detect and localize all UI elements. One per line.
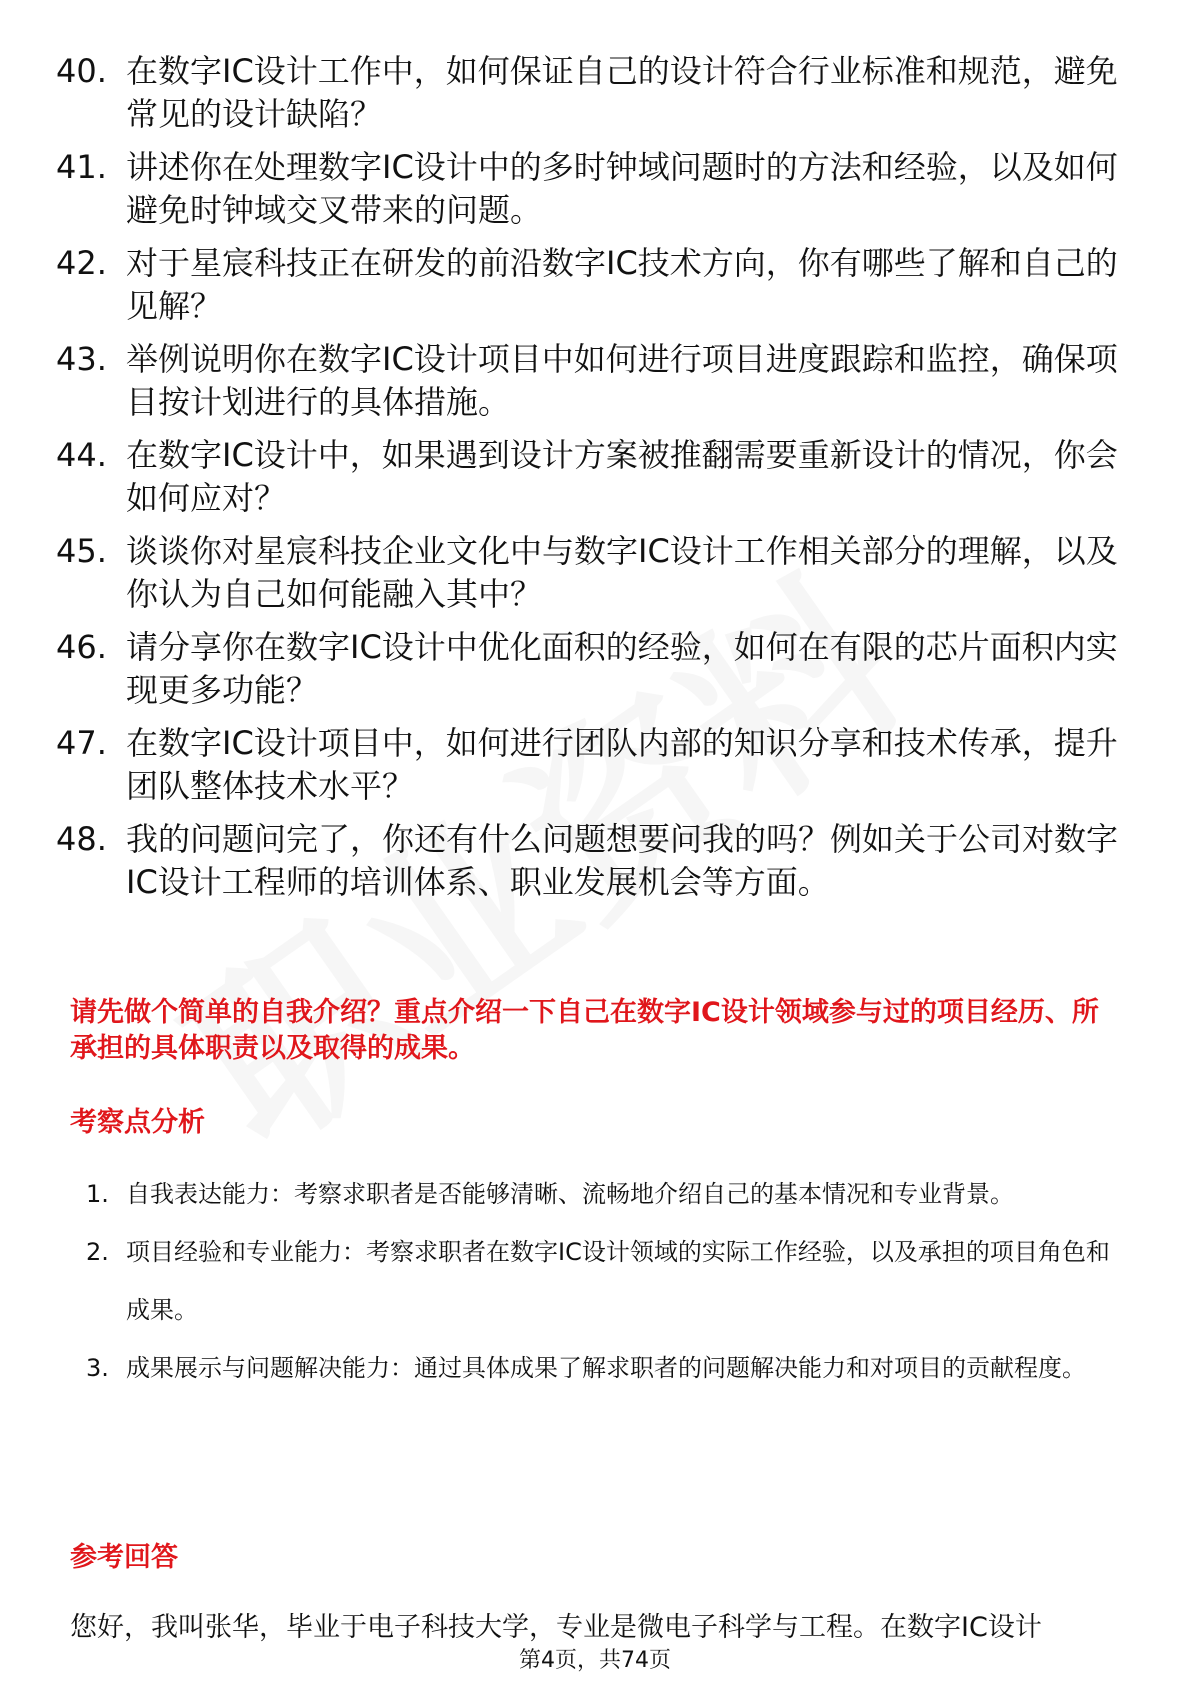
question-list: [56, 50, 1136, 914]
question-number: 43.: [56, 340, 107, 378]
highlight-question: 请先做个简单的自我介绍？重点介绍一下自己在数字IC设计领域参与过的项目经历、所承担的具体职责以及取得的成果。: [70, 997, 1099, 1064]
analysis-number: 2.: [86, 1238, 109, 1266]
analysis-text: 成果展示与问题解决能力：通过具体成果了解求职者的问题解决能力和对项目的贡献程度。: [126, 1354, 1086, 1382]
question-item: [56, 722, 1136, 808]
question-number: 47.: [56, 724, 107, 762]
question-text: 谈谈你对星宸科技企业文化中与数字IC设计工作相关部分的理解，以及你认为自己如何能融入其中？: [126, 532, 1118, 613]
question-item: [56, 242, 1136, 328]
question-item: [56, 338, 1136, 424]
analysis-text: 自我表达能力：考察求职者是否能够清晰、流畅地介绍自己的基本情况和专业背景。: [126, 1180, 1014, 1208]
analysis-item: [86, 1165, 1126, 1223]
question-number: 42.: [56, 244, 107, 282]
question-number: 40.: [56, 52, 107, 90]
question-text: 讲述你在处理数字IC设计中的多时钟域问题时的方法和经验，以及如何避免时钟域交叉带来的问题。: [126, 148, 1118, 229]
analysis-heading: 考察点分析: [70, 1107, 205, 1138]
question-text: 对于星宸科技正在研发的前沿数字IC技术方向，你有哪些了解和自己的见解？: [126, 244, 1118, 325]
question-item: [56, 146, 1136, 232]
question-text: 在数字IC设计中，如果遇到设计方案被推翻需要重新设计的情况，你会如何应对？: [126, 436, 1118, 517]
question-item: [56, 434, 1136, 520]
question-item: [56, 50, 1136, 136]
question-text: 在数字IC设计工作中，如何保证自己的设计符合行业标准和规范，避免常见的设计缺陷？: [126, 52, 1118, 133]
analysis-item: [86, 1223, 1126, 1339]
page-footer: 第4页，共74页: [0, 1646, 1190, 1676]
analysis-list: [86, 1165, 1126, 1397]
analysis-text: 项目经验和专业能力：考察求职者在数字IC设计领域的实际工作经验，以及承担的项目角色和成果。: [126, 1238, 1110, 1324]
analysis-number: 3.: [86, 1354, 109, 1382]
analysis-number: 1.: [86, 1180, 109, 1208]
question-number: 41.: [56, 148, 107, 186]
question-text: 我的问题问完了，你还有什么问题想要问我的吗？例如关于公司对数字IC设计工程师的培训体系、职业发展机会等方面。: [126, 820, 1119, 901]
question-text: 在数字IC设计项目中，如何进行团队内部的知识分享和技术传承，提升团队整体技术水平？: [126, 724, 1118, 805]
reference-heading: 参考回答: [70, 1542, 178, 1573]
question-number: 44.: [56, 436, 107, 474]
question-text: 请分享你在数字IC设计中优化面积的经验，如何在有限的芯片面积内实现更多功能？: [126, 628, 1118, 709]
analysis-item: [86, 1339, 1126, 1397]
question-number: 45.: [56, 532, 107, 570]
question-item: [56, 818, 1136, 904]
reference-answer: 您好，我叫张华，毕业于电子科技大学，专业是微电子科学与工程。在数字IC设计: [70, 1612, 1042, 1643]
question-number: 48.: [56, 820, 107, 858]
question-number: 46.: [56, 628, 107, 666]
question-text: 举例说明你在数字IC设计项目中如何进行项目进度跟踪和监控，确保项目按计划进行的具体措施。: [126, 340, 1118, 421]
question-item: [56, 626, 1136, 712]
question-item: [56, 530, 1136, 616]
